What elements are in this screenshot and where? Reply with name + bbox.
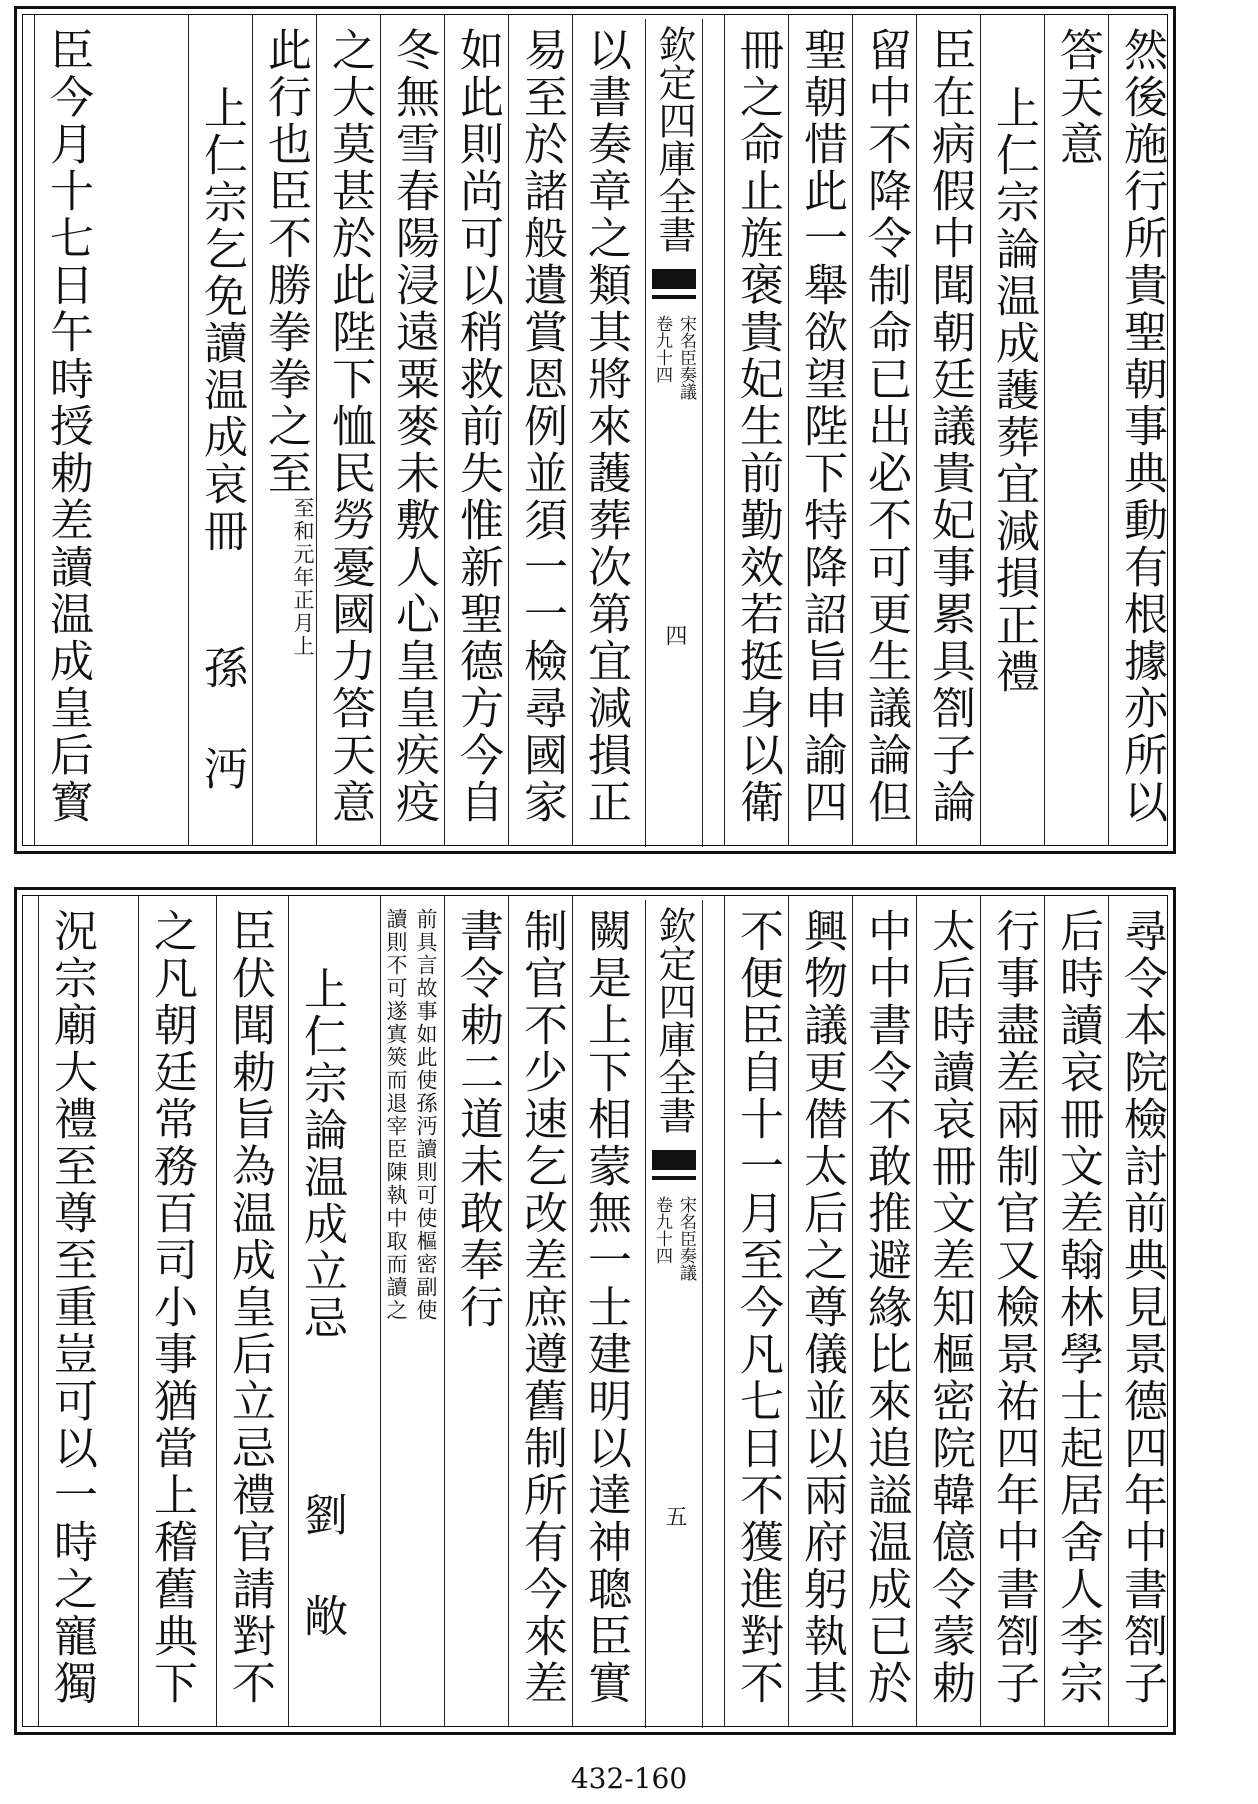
column-rule bbox=[1044, 15, 1045, 845]
annotation-line: 正月上 bbox=[291, 589, 315, 658]
column-rule bbox=[288, 896, 289, 1726]
column-rule bbox=[508, 15, 509, 845]
folio-number: 四 bbox=[662, 624, 687, 646]
text-column: 如此則尚可以稍救前失惟新聖德方今自 bbox=[452, 27, 503, 826]
column-rule bbox=[916, 15, 917, 845]
text-column: 后時讀哀冊文差翰林學士起居舍人李宗 bbox=[1052, 908, 1103, 1707]
column-rule bbox=[1044, 896, 1045, 1726]
center-fold bbox=[645, 900, 703, 1728]
annotation-line: 讀則不可遂寘筴而退宰臣陳執中取而讀之 bbox=[384, 908, 408, 1322]
column-rule bbox=[252, 15, 253, 845]
column-rule bbox=[444, 896, 445, 1726]
text-column: 太后時讀哀冊文差知樞密院韓億令蒙勅 bbox=[924, 908, 975, 1707]
annotation-line: 至和元年 bbox=[291, 497, 315, 589]
column-rule bbox=[572, 15, 573, 845]
text-column: 制官不少速乞改差庶遵舊制所有今來差 bbox=[516, 908, 567, 1707]
book-title: 欽定四庫全書 bbox=[652, 906, 696, 1134]
text-column bbox=[1045, 27, 1109, 835]
column-rule bbox=[724, 896, 725, 1726]
text-column: 尋令本院檢討前典見景德四年中書劄子 bbox=[1116, 908, 1167, 1707]
top-page-panel bbox=[14, 6, 1176, 854]
column-rule bbox=[852, 896, 853, 1726]
text-column: 聖朝惜此一舉欲望陛下特降詔旨申諭四 bbox=[796, 27, 847, 826]
column-rule bbox=[1108, 15, 1109, 845]
column-rule bbox=[852, 15, 853, 845]
memorial-heading bbox=[981, 27, 1045, 835]
text-column: 不便臣自十一月至今凡七日不獲進對不 bbox=[732, 908, 783, 1707]
column-rule bbox=[508, 896, 509, 1726]
text-column: 臣今月十七日午時授勅差讀温成皇后寳 bbox=[42, 27, 93, 826]
text-column bbox=[253, 27, 317, 835]
text-column: 興物議更僣太后之尊儀並以兩府躬執其 bbox=[796, 908, 847, 1707]
text-column: 冊之命止旌褒貴妃生前勤效若挺身以衛 bbox=[732, 27, 783, 826]
juan-number: 卷九十四 bbox=[652, 1196, 672, 1264]
column-rule bbox=[980, 896, 981, 1726]
text-column: 然後施行所貴聖朝事典動有根據亦所以 bbox=[1116, 27, 1167, 826]
column-rule bbox=[38, 896, 39, 1726]
column-rule bbox=[380, 15, 381, 845]
column-rule bbox=[444, 15, 445, 845]
text-column bbox=[445, 908, 509, 1716]
center-fold bbox=[645, 19, 703, 847]
fishtail-mark bbox=[652, 1150, 696, 1180]
memorial-title: 上仁宗論温成立忌 bbox=[296, 966, 347, 1342]
column-rule bbox=[572, 896, 573, 1726]
column-rule bbox=[380, 896, 381, 1726]
column-rule bbox=[1108, 896, 1109, 1726]
book-name: 宋名臣奏議 bbox=[676, 1196, 696, 1281]
memorial-heading bbox=[289, 908, 353, 1716]
text-column: 臣在病假中聞朝廷議貴妃事累具劄子論 bbox=[924, 27, 975, 826]
text-run: 答天意 bbox=[1052, 27, 1103, 168]
text-column: 留中不降令制命已出必不可更生議論但 bbox=[860, 27, 911, 826]
text-column: 易至於諸般遺賞恩例並須一一檢尋國家 bbox=[516, 27, 567, 826]
column-rule bbox=[138, 896, 139, 1726]
text-run: 書令勅二道未敢奉行 bbox=[452, 908, 503, 1331]
column-rule bbox=[316, 15, 317, 845]
author-name: 劉 敞 bbox=[296, 1492, 347, 1640]
column-rule bbox=[788, 896, 789, 1726]
book-title: 欽定四庫全書 bbox=[652, 25, 696, 253]
volume-label bbox=[650, 315, 698, 515]
text-column: 之大莫甚於此陛下恤民勞憂國力答天意 bbox=[324, 27, 375, 826]
annotation-line: 前具言故事如此使孫沔讀則可使樞密副使 bbox=[414, 908, 438, 1322]
text-column: 中中書令不敢推避緣比來追謚温成已於 bbox=[860, 908, 911, 1707]
text-column: 臣伏聞勅旨為温成皇后立忌禮官請對不 bbox=[224, 908, 275, 1707]
column-rule bbox=[188, 15, 189, 845]
annotation-column bbox=[381, 908, 441, 1716]
text-run: 此行也臣不勝拳拳之至 bbox=[260, 27, 311, 497]
juan-number: 卷九十四 bbox=[652, 315, 672, 383]
column-rule bbox=[980, 15, 981, 845]
column-rule bbox=[216, 896, 217, 1726]
column-rule bbox=[724, 15, 725, 845]
text-column: 行事盡差兩制官又檢景祐四年中書劄子 bbox=[988, 908, 1039, 1707]
memorial-heading bbox=[189, 27, 253, 835]
text-column: 之凡朝廷常務百司小事猶當上稽舊典下 bbox=[146, 908, 197, 1707]
column-rule bbox=[916, 896, 917, 1726]
book-name: 宋名臣奏議 bbox=[676, 315, 696, 400]
text-column: 冬無雪春陽浸遠粟麥未敷人心皇皇疾疫 bbox=[388, 27, 439, 826]
fishtail-mark bbox=[652, 269, 696, 299]
column-rule bbox=[788, 15, 789, 845]
memorial-title: 上仁宗論温成䕶葬宜減損正禮 bbox=[988, 85, 1039, 696]
bottom-page-panel bbox=[14, 887, 1176, 1735]
text-column: 以書奏章之類其將來䕶葬次第宜減損正 bbox=[580, 27, 631, 826]
memorial-title: 上仁宗乞免讀温成哀冊 bbox=[196, 85, 247, 555]
folio-number: 五 bbox=[662, 1505, 687, 1527]
author-name: 孫 沔 bbox=[196, 645, 247, 793]
page-number: 432-160 bbox=[570, 1762, 688, 1795]
volume-label bbox=[650, 1196, 698, 1396]
text-column: 況宗廟大禮至尊至重豈可以一時之寵獨 bbox=[46, 908, 97, 1707]
text-column: 闕是上下相蒙無一士建明以達神聰臣實 bbox=[580, 908, 631, 1707]
column-rule bbox=[34, 15, 35, 845]
annotation-note bbox=[289, 497, 317, 658]
